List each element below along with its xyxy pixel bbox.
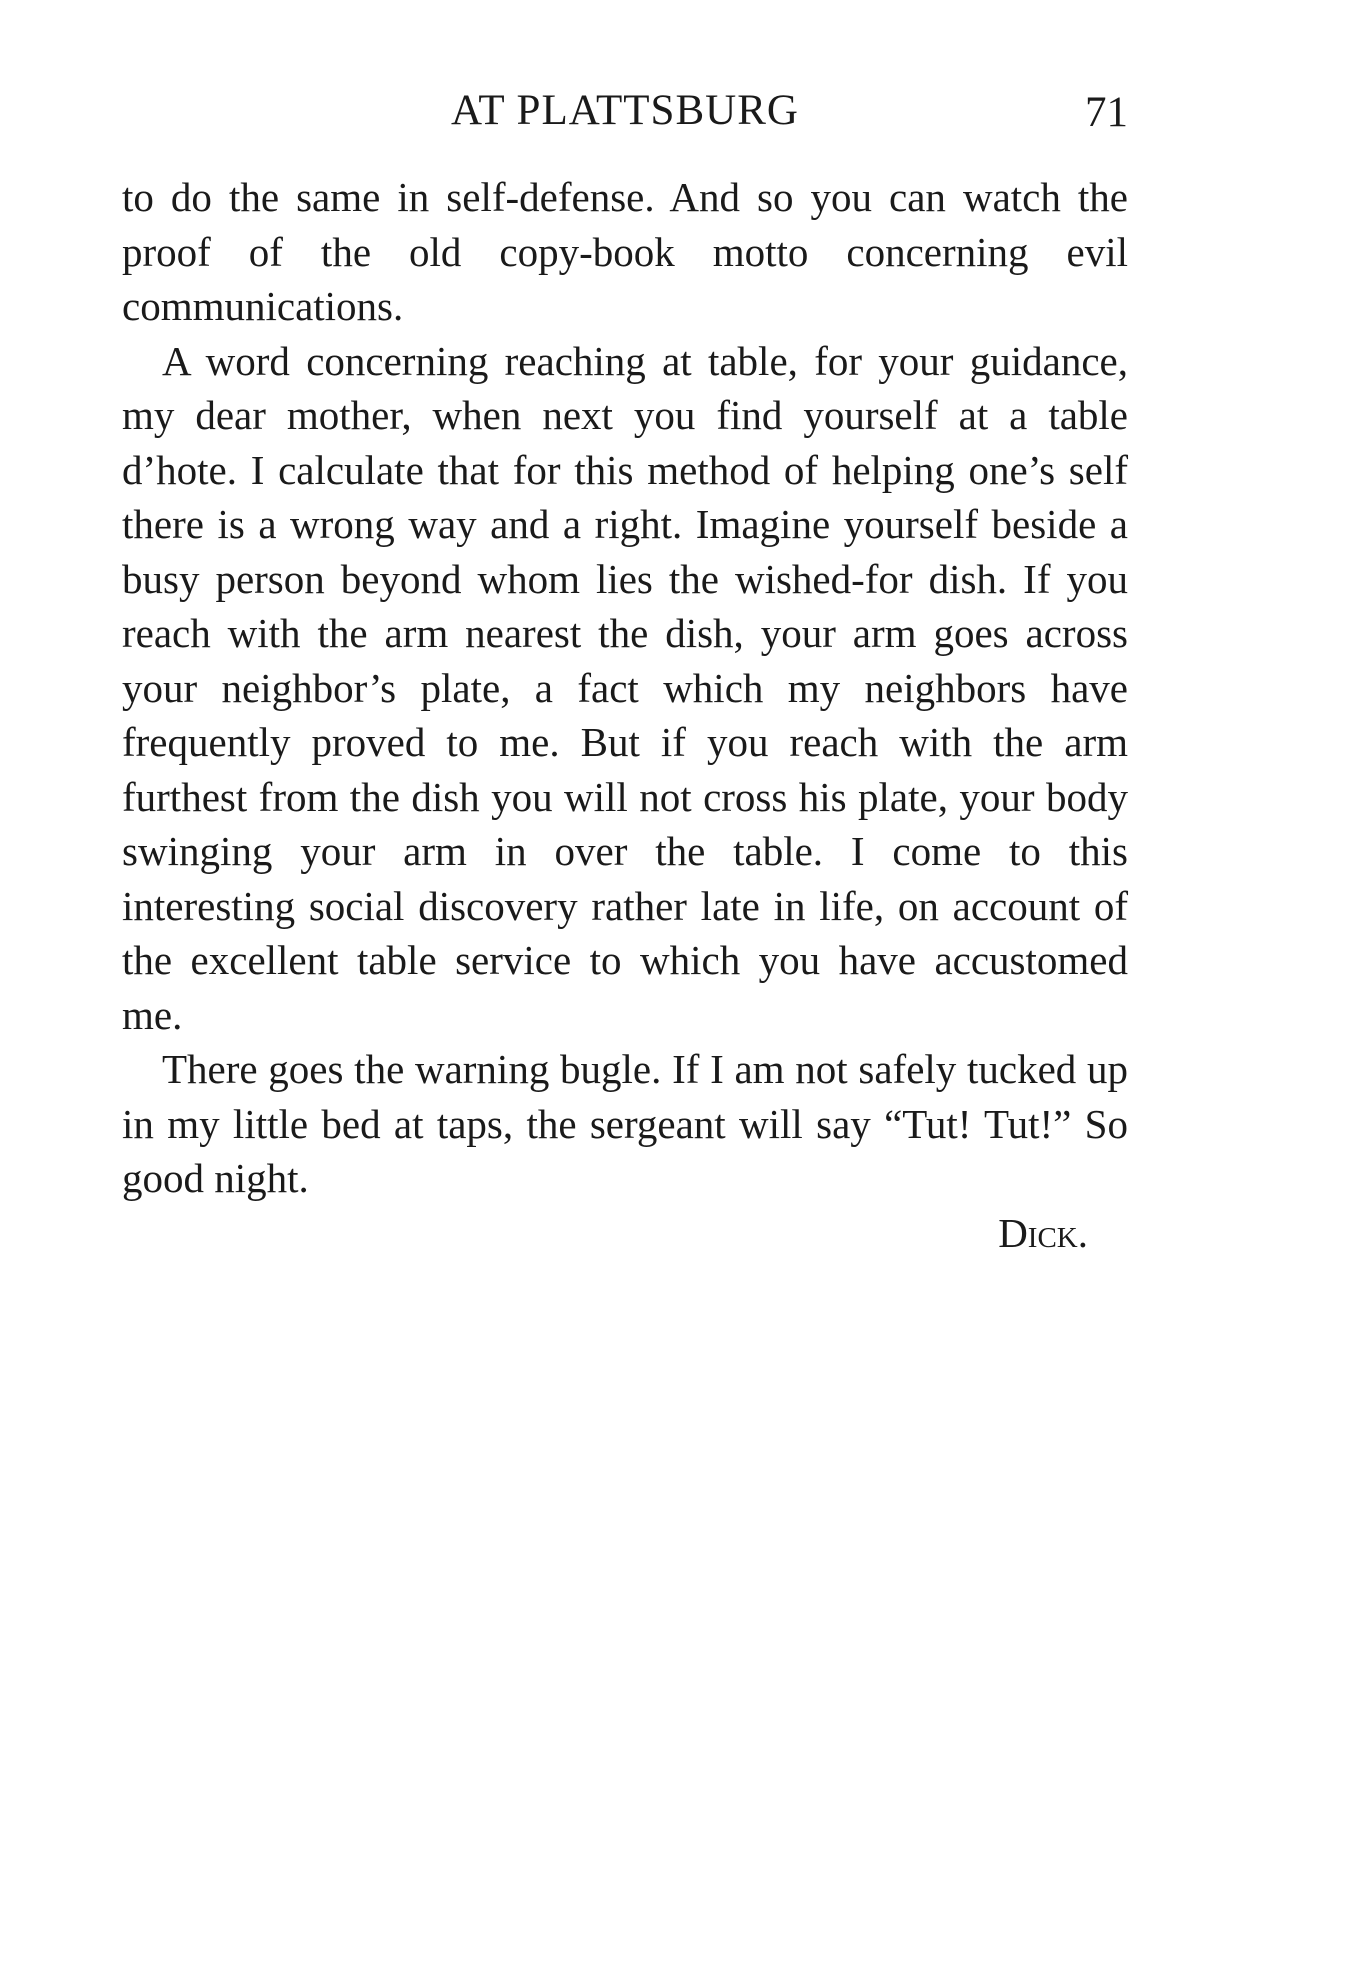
paragraph-2: A word concerning reaching at table, for your guidance, my dear mother, when next you find yourself at a table d’hote. I calculate that for this method of helping one’s self there is a wrong way and a right. Imagine yourself beside a busy person beyond whom lies the wished-for dish. If you reach with the arm nearest the dish, your arm goes across your neighbor’s plate, a fact which my neighbors have frequently proved to me. But if you reach with the arm furthest from the dish you will not cross his plate, your body swinging your arm in over the table. I come to this interesting social discovery rather late in life, on account of the excellent table service to which you have accustomed me. — [122, 337, 1128, 1038]
signature: Dick. — [998, 1209, 1088, 1256]
paragraph-3: There goes the warning bugle. If I am not safely tucked up in my little bed at taps, the sergeant will say “Tut! Tut!” So good night. — [122, 1046, 1128, 1201]
paragraph-1: to do the same in self-defense. And so you can watch the proof of the old copy-book motto concerning evil communications. — [122, 174, 1128, 329]
running-title: AT PLATTSBURG — [451, 87, 799, 134]
page-number: 71 — [1085, 89, 1128, 136]
running-head — [122, 86, 1128, 146]
body-text — [122, 170, 1128, 1260]
